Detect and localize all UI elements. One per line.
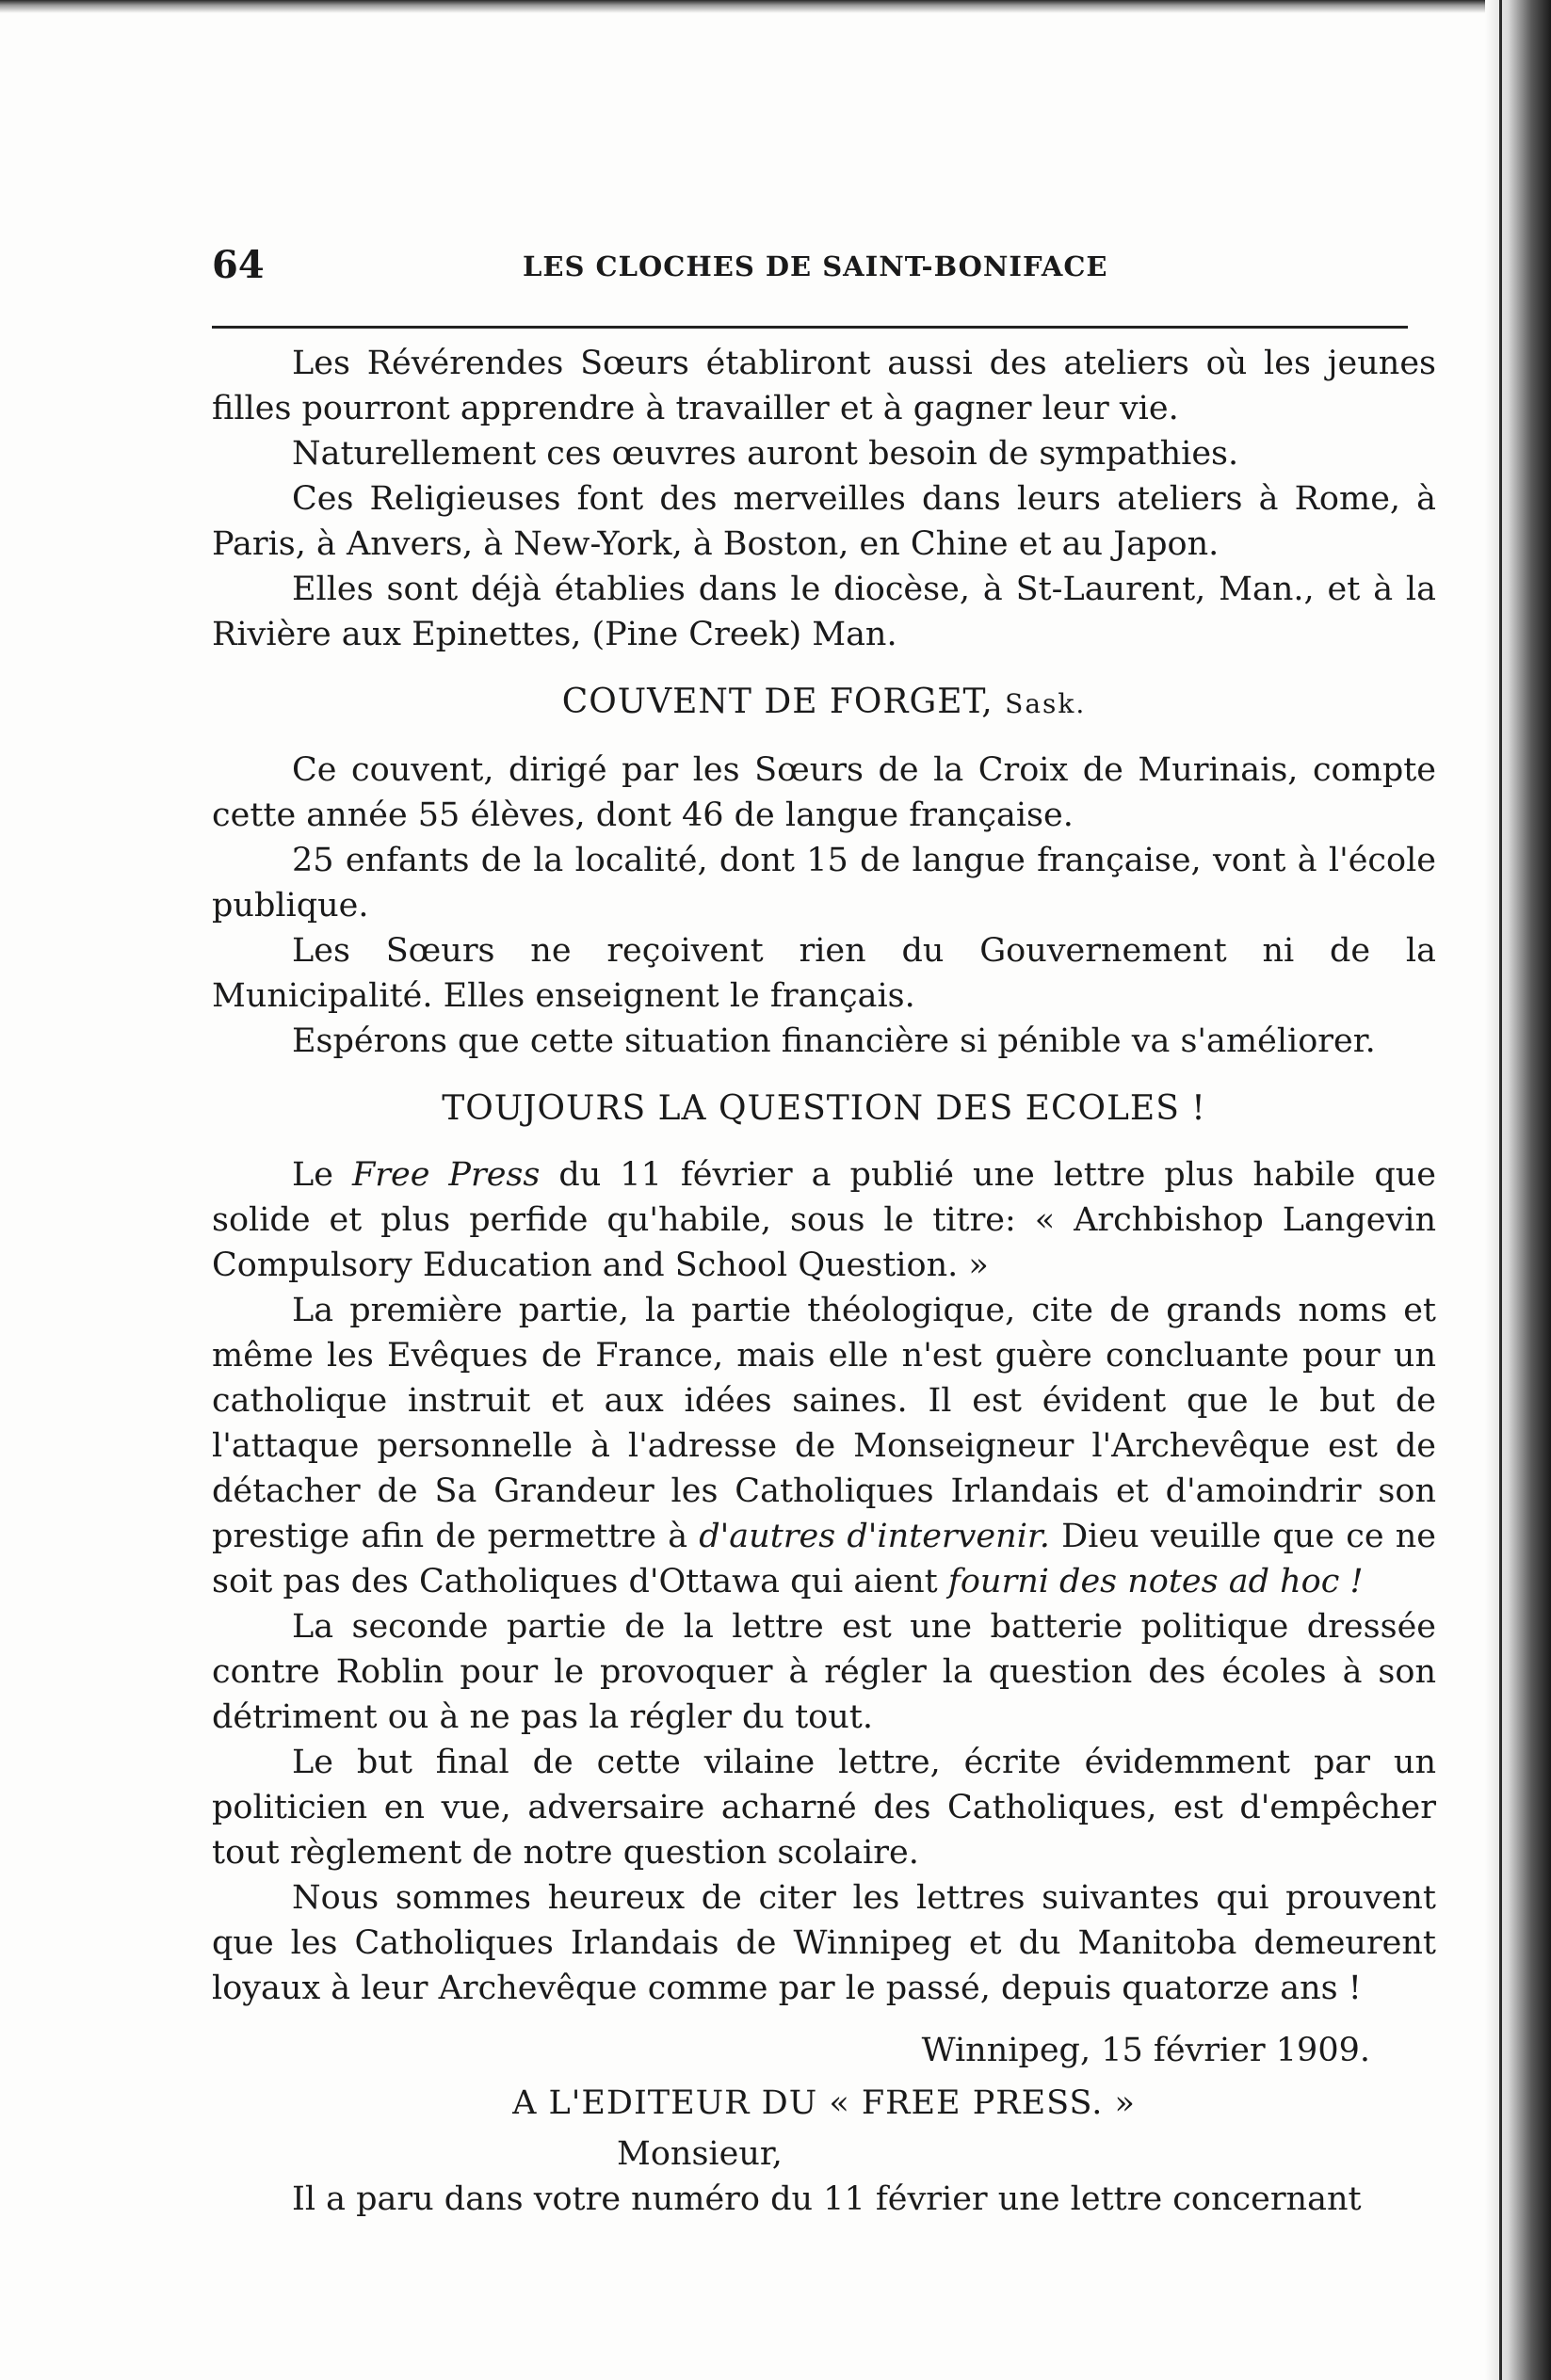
paragraph: Naturellement ces œuvres auront besoin de sympathies.: [292, 435, 1239, 473]
italic-phrase: fourni des notes ad hoc !: [947, 1563, 1364, 1600]
text-run: Dieu veuille que ce ne soit pas des Catholiques d'Ottawa qui aient: [212, 1518, 1436, 1600]
letter-dateline: Winnipeg, 15 février 1909.: [921, 2032, 1370, 2069]
paragraph: [212, 1288, 1436, 1604]
scan-edge-line: [1499, 0, 1502, 2380]
scan-edge-top: [0, 0, 1551, 13]
scan-edge-right: [1485, 0, 1551, 2380]
paragraph: Nous sommes heureux de citer les lettres suivantes qui prouvent que les Catholiques Irlandais de Winnipeg et du Manitoba demeurent loyaux à leur Archevêque comme par le passé, depuis quatorze ans !: [212, 1879, 1436, 2007]
paragraph: Ce couvent, dirigé par les Sœurs de la Croix de Murinais, compte cette année 55 élèves, dont 46 de langue française.: [212, 751, 1436, 834]
section-heading-couvent: [212, 680, 1436, 727]
paragraph: [212, 1152, 1436, 1288]
heading-sub: Sask.: [1005, 688, 1087, 719]
paragraph: Les Sœurs ne reçoivent rien du Gouvernement ni de la Municipalité. Elles enseignent le français.: [212, 932, 1436, 1015]
paragraph: 25 enfants de la localité, dont 15 de langue française, vont à l'école publique.: [212, 842, 1436, 925]
text-run: Le: [292, 1156, 352, 1194]
section-heading-ecoles: TOUJOURS LA QUESTION DES ECOLES !: [442, 1089, 1206, 1128]
page-header: [212, 243, 1408, 290]
newspaper-title: Free Press: [351, 1156, 541, 1194]
paragraph: La seconde partie de la lettre est une batterie politique dressée contre Roblin pour le provoquer à régler la question des écoles à son détriment ou à ne pas la régler du tout.: [212, 1608, 1436, 1736]
paragraph: Le but final de cette vilaine lettre, écrite évidemment par un politicien en vue, adversaire acharné des Catholiques, est d'empêcher tout règlement de notre question scolaire.: [212, 1744, 1436, 1872]
paragraph: Elles sont déjà établies dans le diocèse, à St-Laurent, Man., et à la Rivière aux Epinettes, (Pine Creek) Man.: [212, 571, 1436, 653]
italic-phrase: d'autres d'intervenir.: [699, 1518, 1050, 1555]
text-run: du 11 février a publié une lettre plus habile que solide et plus perfide qu'habile, sous le titre: « Archbishop Langevin Compulsory Education and School Question. »: [212, 1156, 1436, 1284]
paragraph: Les Révérendes Sœurs établiront aussi des ateliers où les jeunes filles pourront apprendre à travailler et à gagner leur vie.: [212, 345, 1436, 427]
paragraph: Il a paru dans votre numéro du 11 février une lettre concernant: [292, 2180, 1362, 2218]
paragraph: Ces Religieuses font des merveilles dans leurs ateliers à Rome, à Paris, à Anvers, à New-York, à Boston, en Chine et au Japon.: [212, 480, 1436, 563]
heading-main: COUVENT DE FORGET,: [561, 683, 994, 721]
page-body: [212, 341, 1436, 2222]
letter-address: A L'EDITEUR DU « FREE PRESS. »: [512, 2084, 1136, 2122]
paragraph: Espérons que cette situation financière si pénible va s'améliorer.: [292, 1022, 1376, 1060]
letter-salutation: Monsieur,: [617, 2135, 783, 2173]
text-run: La première partie, la partie théologique, cite de grands noms et même les Evêques de France, mais elle n'est guère concluante pour un catholique instruit et aux idées saines. Il est évident que le but de l'attaque personnelle à l'adresse de Monseigneur l'Archevêque est de détacher de Sa Grandeur les Catholiques Irlandais et d'amoindrir son prestige afin de permettre à: [212, 1292, 1436, 1555]
header-rule: [212, 326, 1408, 329]
page-number: 64: [212, 243, 265, 287]
running-title: LES CLOCHES DE SAINT-BONIFACE: [523, 250, 1108, 282]
